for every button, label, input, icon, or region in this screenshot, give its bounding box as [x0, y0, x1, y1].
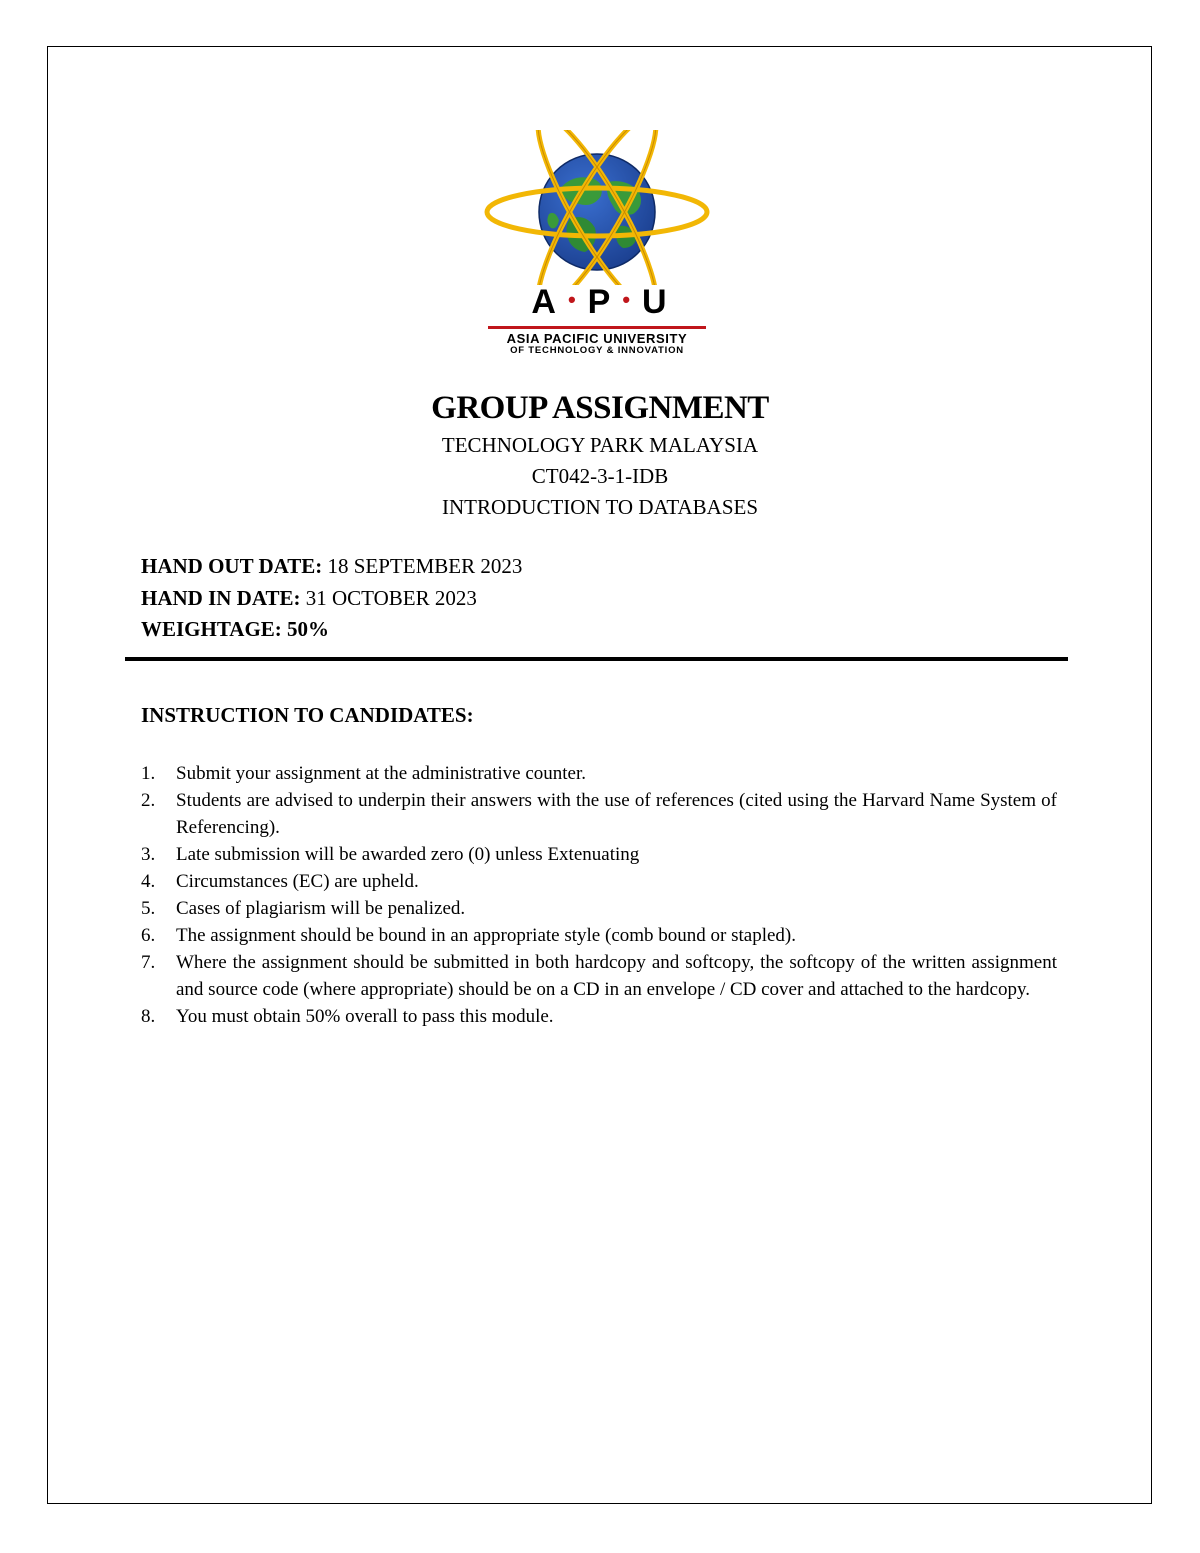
- logo-dot: •: [622, 287, 633, 312]
- apu-logo: [467, 130, 727, 356]
- module-code: CT042-3-1-IDB: [531, 464, 669, 488]
- list-item: 3. Late submission will be awarded zero (0) unless Extenuating: [141, 844, 640, 865]
- weightage: WEIGHTAGE: 50%: [141, 617, 330, 641]
- logo-wordmark: [467, 284, 727, 356]
- location: TECHNOLOGY PARK MALAYSIA: [441, 433, 759, 457]
- section-divider: [125, 657, 1068, 661]
- list-item: 7. Where the assignment should be submitted in both hardcopy and softcopy, the softcopy of the written assignment and source code (where appropriate) should be on a CD in an envelope / CD cover and attached to the hardcopy.: [141, 952, 1057, 1000]
- logo-letters: A • P • U: [531, 283, 669, 321]
- list-item: 1. Submit your assignment at the administrative counter.: [141, 763, 587, 784]
- logo-university-name: ASIA PACIFIC UNIVERSITY: [506, 331, 688, 346]
- list-item: 6. The assignment should be bound in an appropriate style (comb bound or stapled).: [141, 925, 797, 946]
- logo-university-subtitle: OF TECHNOLOGY & INNOVATION: [510, 345, 684, 356]
- list-item: 8. You must obtain 50% overall to pass this module.: [141, 1006, 554, 1027]
- list-item: 4. Circumstances (EC) are upheld.: [141, 871, 419, 892]
- title-block: [0, 386, 1200, 523]
- logo-red-rule: [488, 326, 706, 329]
- list-item: 2. Students are advised to underpin their answers with the use of references (cited using the Harvard Name System of Referencing).: [141, 790, 1057, 838]
- hand-out-date: HAND OUT DATE: 18 SEPTEMBER 2023: [141, 554, 523, 578]
- logo-dot: •: [567, 287, 578, 312]
- document-title: GROUP ASSIGNMENT: [431, 390, 769, 426]
- module-name: INTRODUCTION TO DATABASES: [441, 495, 759, 519]
- atom-globe-icon: [467, 130, 727, 285]
- instructions-heading: INSTRUCTION TO CANDIDATES:: [141, 703, 474, 727]
- hand-in-date: HAND IN DATE: 31 OCTOBER 2023: [141, 585, 477, 610]
- list-item: 5. Cases of plagiarism will be penalized.: [141, 898, 466, 919]
- assignment-details: [141, 551, 522, 646]
- instructions-list: [141, 760, 1057, 1030]
